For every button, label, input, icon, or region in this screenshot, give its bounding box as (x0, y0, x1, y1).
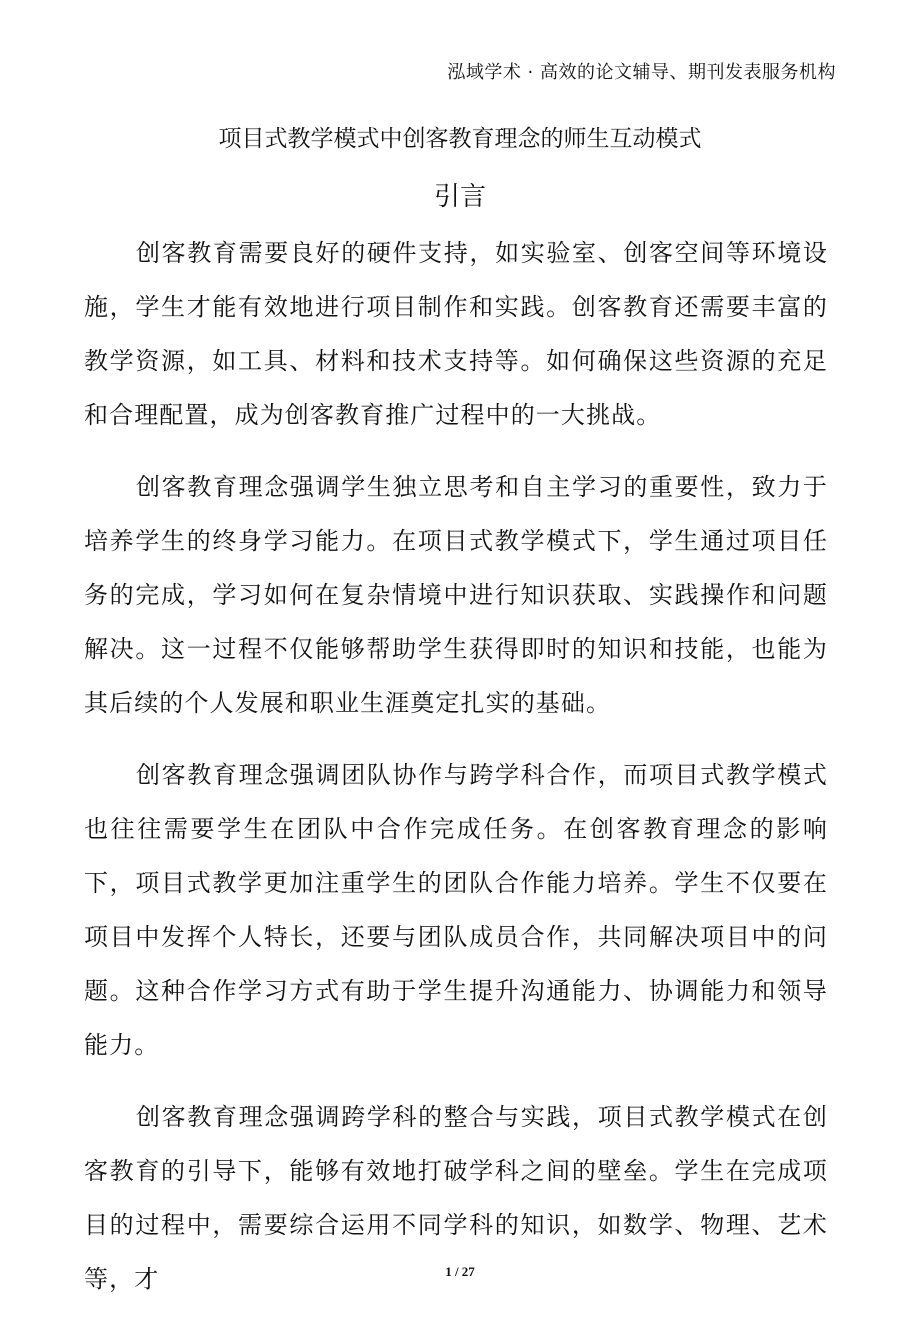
header-tagline: 泓域学术 · 高效的论文辅导、期刊发表服务机构 (447, 62, 836, 83)
paragraph-2: 创客教育理念强调学生独立思考和自主学习的重要性，致力于培养学生的终身学习能力。在项目式教学模式下，学生通过项目任务的完成，学习如何在复杂情境中进行知识获取、实践操作和问题解决。这一过程不仅能够帮助学生获得即时的知识和技能，也能为其后续的个人发展和职业生涯奠定扎实的基础。 (84, 473, 828, 717)
paragraph-3: 创客教育理念强调团队协作与跨学科合作，而项目式教学模式也往往需要学生在团队中合作完成任务。在创客教育理念的影响下，项目式教学更加注重学生的团队合作能力培养。学生不仅要在项目中发挥个人特长，还要与团队成员合作，共同解决项目中的问题。这种合作学习方式有助于学生提升沟通能力、协调能力和领导能力。 (84, 761, 828, 1059)
page-number: 1 / 27 (445, 1264, 475, 1279)
document-title: 项目式教学模式中创客教育理念的师生互动模式 (218, 126, 702, 152)
paragraph-1: 创客教育需要良好的硬件支持，如实验室、创客空间等环境设施，学生才能有效地进行项目制作和实践。创客教育还需要丰富的教学资源，如工具、材料和技术支持等。如何确保这些资源的充足和合理配置，成为创客教育推广过程中的一大挑战。 (84, 239, 828, 429)
paragraph-4: 创客教育理念强调跨学科的整合与实践，项目式教学模式在创客教育的引导下，能够有效地打破学科之间的壁垒。学生在完成项目的过程中，需要综合运用不同学科的知识，如数学、物理、艺术等，才 (84, 1103, 828, 1293)
document-body (84, 226, 828, 1324)
section-heading: 引言 (433, 182, 486, 212)
